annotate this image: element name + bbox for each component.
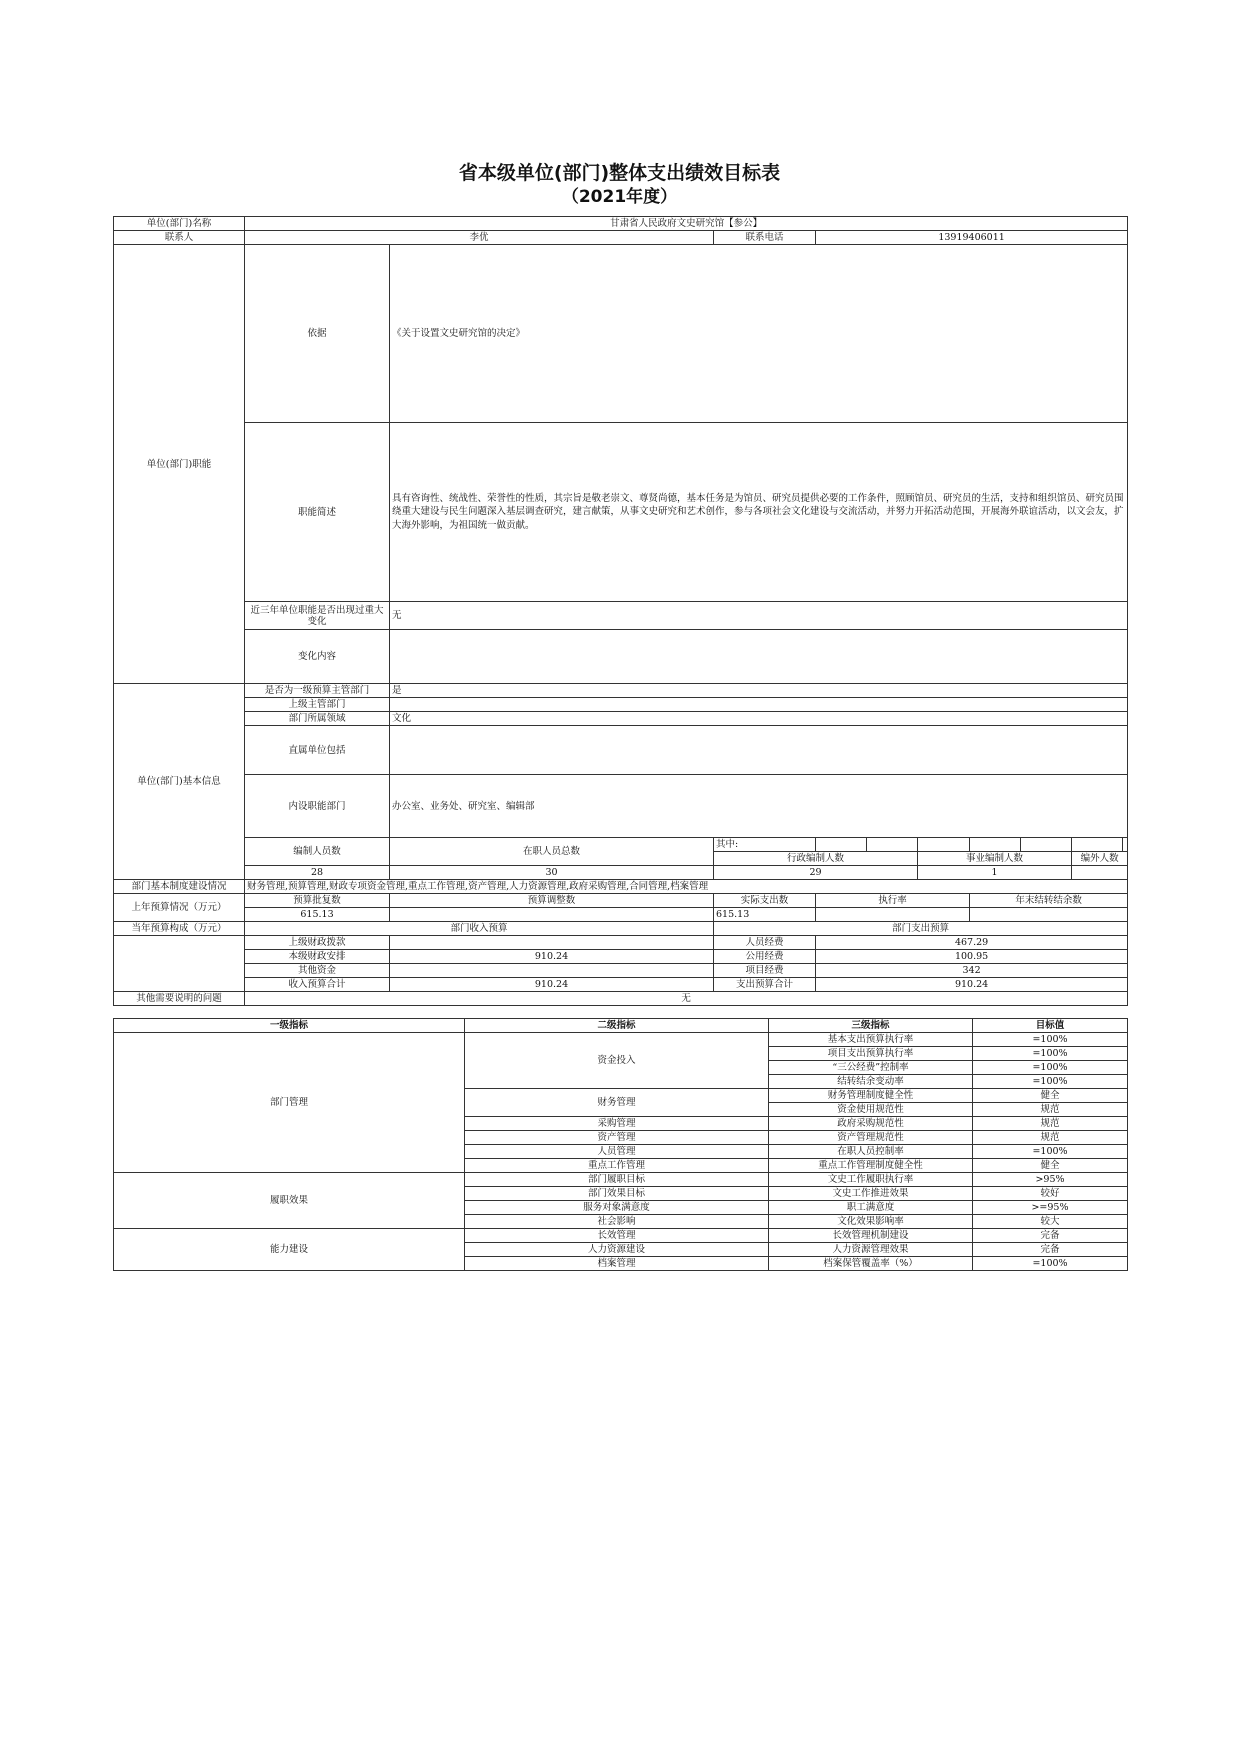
- page-title: 省本级单位(部门)整体支出绩效目标表: [458, 162, 781, 184]
- change-content-label: 变化内容: [245, 630, 390, 684]
- budget-row: [114, 950, 1128, 964]
- approved-label: 预算批复数: [245, 894, 390, 908]
- expense-label: 部门支出预算: [714, 922, 1128, 936]
- level-2-cell: 资金投入: [465, 1033, 769, 1089]
- staff-total-label: 在职人员总数: [390, 838, 714, 866]
- income-value: [390, 964, 714, 978]
- income-item: 收入预算合计: [245, 978, 390, 992]
- target-cell: 完备: [973, 1229, 1128, 1243]
- level-2-cell: 部门效果目标: [465, 1187, 769, 1201]
- this-year-header-row: [114, 922, 1128, 936]
- this-year-label: 当年预算构成（万元）: [114, 922, 245, 936]
- target-cell: 规范: [973, 1131, 1128, 1145]
- income-item: 上级财政拨款: [245, 936, 390, 950]
- expense-item: 公用经费: [714, 950, 816, 964]
- adjusted-label: 预算调整数: [390, 894, 714, 908]
- subunits-label: 直属单位包括: [245, 726, 390, 775]
- target-cell: 完备: [973, 1243, 1128, 1257]
- change-content-row: [114, 630, 1128, 684]
- target-cell: 较好: [973, 1187, 1128, 1201]
- internal-value: 办公室、业务处、研究室、编辑部: [390, 775, 1128, 838]
- level-3-cell: 项目支出预算执行率: [769, 1047, 973, 1061]
- level-3-cell: 结转结余变动率: [769, 1075, 973, 1089]
- subunits-value: [390, 726, 1128, 775]
- level-2-cell: 采购管理: [465, 1117, 769, 1131]
- phone-value: 13919406011: [816, 231, 1128, 245]
- level-2-cell: 部门履职目标: [465, 1173, 769, 1187]
- contact-row: [114, 231, 1128, 245]
- career-label: 事业编制人数: [918, 852, 1072, 866]
- target-cell: 较大: [973, 1215, 1128, 1229]
- header-target: 目标值: [973, 1019, 1128, 1033]
- level-2-cell: 长效管理: [465, 1229, 769, 1243]
- level-1-cell: 能力建设: [114, 1229, 465, 1271]
- metrics-header-row: [114, 1019, 1128, 1033]
- level-1-cell: 部门管理: [114, 1033, 465, 1173]
- contact-label: 联系人: [114, 231, 245, 245]
- target-cell: >=95%: [973, 1201, 1128, 1215]
- balance-label: 年末结转结余数: [970, 894, 1128, 908]
- level-3-cell: 文史工作履职执行率: [769, 1173, 973, 1187]
- income-value: [390, 936, 714, 950]
- metrics-table: [113, 1018, 1128, 1271]
- level-3-cell: 资金使用规范性: [769, 1103, 973, 1117]
- expense-value: 467.29: [816, 936, 1128, 950]
- level-2-cell: 人力资源建设: [465, 1243, 769, 1257]
- change-value: 无: [390, 602, 1128, 630]
- page-subtitle-year: （2021年度）: [561, 187, 678, 207]
- level-2-cell: 档案管理: [465, 1257, 769, 1271]
- level-3-cell: “三公经费”控制率: [769, 1061, 973, 1075]
- unit-value: 甘肃省人民政府文史研究馆【参公】: [245, 217, 1128, 231]
- staff-total-value: 30: [390, 866, 714, 880]
- admin-label: 行政编制人数: [714, 852, 918, 866]
- income-label: 部门收入预算: [245, 922, 714, 936]
- superior-label: 上级主管部门: [245, 698, 390, 712]
- level-3-cell: 政府采购规范性: [769, 1117, 973, 1131]
- level-3-cell: 资产管理规范性: [769, 1131, 973, 1145]
- field-value: 文化: [390, 712, 1128, 726]
- header-level-2: 二级指标: [465, 1019, 769, 1033]
- other-value: 无: [245, 992, 1128, 1006]
- actual-value: 615.13: [714, 908, 816, 922]
- level-3-cell: 档案保管覆盖率（%）: [769, 1257, 973, 1271]
- budget-total-row: [114, 978, 1128, 992]
- is-primary-label: 是否为一级预算主管部门: [245, 684, 390, 698]
- career-value: 1: [918, 866, 1072, 880]
- table-row: [114, 1033, 1128, 1047]
- budget-row: [114, 964, 1128, 978]
- extra-label: 编外人数: [1072, 852, 1128, 866]
- header-level-1: 一级指标: [114, 1019, 465, 1033]
- target-cell: =100%: [973, 1075, 1128, 1089]
- income-value: 910.24: [390, 978, 714, 992]
- basis-value: 《关于设置文史研究馆的决定》: [390, 245, 1128, 423]
- level-1-cell: 履职效果: [114, 1173, 465, 1229]
- overview-table: [113, 216, 1128, 1006]
- level-3-cell: 人力资源管理效果: [769, 1243, 973, 1257]
- target-cell: =100%: [973, 1257, 1128, 1271]
- internal-label: 内设职能部门: [245, 775, 390, 838]
- superior-value: [390, 698, 1128, 712]
- level-2-cell: 重点工作管理: [465, 1159, 769, 1173]
- level-3-cell: 基本支出预算执行率: [769, 1033, 973, 1047]
- adjusted-value: [390, 908, 714, 922]
- system-row: [114, 880, 1128, 894]
- table-row: [114, 1229, 1128, 1243]
- duty-label: 单位(部门)职能: [114, 245, 245, 684]
- admin-value: 29: [714, 866, 918, 880]
- expense-item: 支出预算合计: [714, 978, 816, 992]
- rate-label: 执行率: [816, 894, 970, 908]
- balance-value: [970, 908, 1128, 922]
- expense-item: 人员经费: [714, 936, 816, 950]
- expense-item: 项目经费: [714, 964, 816, 978]
- target-cell: =100%: [973, 1033, 1128, 1047]
- level-2-cell: 服务对象满意度: [465, 1201, 769, 1215]
- level-2-cell: 社会影响: [465, 1215, 769, 1229]
- target-cell: 规范: [973, 1103, 1128, 1117]
- other-label: 其他需要说明的问题: [114, 992, 245, 1006]
- target-cell: 健全: [973, 1159, 1128, 1173]
- target-cell: =100%: [973, 1145, 1128, 1159]
- system-value: 财务管理,预算管理,财政专项资金管理,重点工作管理,资产管理,人力资源管理,政府采购管理,合同管理,档案管理: [245, 880, 1128, 894]
- rate-value: [816, 908, 970, 922]
- internal-row: [114, 775, 1128, 838]
- is-primary-value: 是: [390, 684, 1128, 698]
- level-2-cell: 财务管理: [465, 1089, 769, 1117]
- staff-header-row-1: [114, 838, 1128, 852]
- target-cell: =100%: [973, 1047, 1128, 1061]
- summary-row: [114, 423, 1128, 602]
- income-item: 本级财政安排: [245, 950, 390, 964]
- level-3-cell: 在职人员控制率: [769, 1145, 973, 1159]
- staff-quota-value: 28: [245, 866, 390, 880]
- level-3-cell: 文化效果影响率: [769, 1215, 973, 1229]
- header-level-3: 三级指标: [769, 1019, 973, 1033]
- target-cell: 规范: [973, 1117, 1128, 1131]
- change-content-value: [390, 630, 1128, 684]
- staff-quota-label: 编制人员数: [245, 838, 390, 866]
- field-row: [114, 712, 1128, 726]
- table-row: [114, 1173, 1128, 1187]
- level-3-cell: 文史工作推进效果: [769, 1187, 973, 1201]
- level-3-cell: 职工满意度: [769, 1201, 973, 1215]
- target-cell: =100%: [973, 1061, 1128, 1075]
- actual-label: 实际支出数: [714, 894, 816, 908]
- budget-row: [114, 936, 1128, 950]
- other-row: [114, 992, 1128, 1006]
- subunits-row: [114, 726, 1128, 775]
- level-2-cell: 资产管理: [465, 1131, 769, 1145]
- last-year-values-row: [114, 908, 1128, 922]
- income-value: 910.24: [390, 950, 714, 964]
- change-label: 近三年单位职能是否出现过重大变化: [245, 602, 390, 630]
- expense-value: 910.24: [816, 978, 1128, 992]
- level-3-cell: 长效管理机制建设: [769, 1229, 973, 1243]
- field-label: 部门所属领域: [245, 712, 390, 726]
- income-item: 其他资金: [245, 964, 390, 978]
- contact-value: 李优: [245, 231, 714, 245]
- expense-value: 100.95: [816, 950, 1128, 964]
- level-3-cell: 重点工作管理制度健全性: [769, 1159, 973, 1173]
- extra-value: [1072, 866, 1128, 880]
- basis-label: 依据: [245, 245, 390, 423]
- last-year-label: 上年预算情况（万元）: [114, 894, 245, 922]
- unit-label: 单位(部门)名称: [114, 217, 245, 231]
- target-cell: >95%: [973, 1173, 1128, 1187]
- expense-value: 342: [816, 964, 1128, 978]
- level-2-cell: 人员管理: [465, 1145, 769, 1159]
- basic-label: 单位(部门)基本信息: [114, 684, 245, 880]
- superior-row: [114, 698, 1128, 712]
- last-year-header-row: [114, 894, 1128, 908]
- basis-row: [114, 245, 1128, 423]
- summary-label: 职能简述: [245, 423, 390, 602]
- summary-value: 具有咨询性、统战性、荣誉性的性质，其宗旨是敬老崇文、尊贤尚德，基本任务是为馆员、研究员提供必要的工作条件，照顾馆员、研究员的生活，支持和组织馆员、研究员围绕重大建设与民生问题深入基层调查研究，建言献策，从事文史研究和艺术创作，参与各项社会文化建设与交流活动，并努力开拓活动范围，开展海外联谊活动，以文会友，扩大海外影响，为祖国统一做贡献。: [390, 423, 1128, 602]
- change-row: [114, 602, 1128, 630]
- target-cell: 健全: [973, 1089, 1128, 1103]
- primary-row: [114, 684, 1128, 698]
- phone-label: 联系电话: [714, 231, 816, 245]
- staff-values-row: [114, 866, 1128, 880]
- approved-value: 615.13: [245, 908, 390, 922]
- of-which-label: 其中:: [714, 838, 816, 852]
- unit-row: [114, 217, 1128, 231]
- system-label: 部门基本制度建设情况: [114, 880, 245, 894]
- level-3-cell: 财务管理制度健全性: [769, 1089, 973, 1103]
